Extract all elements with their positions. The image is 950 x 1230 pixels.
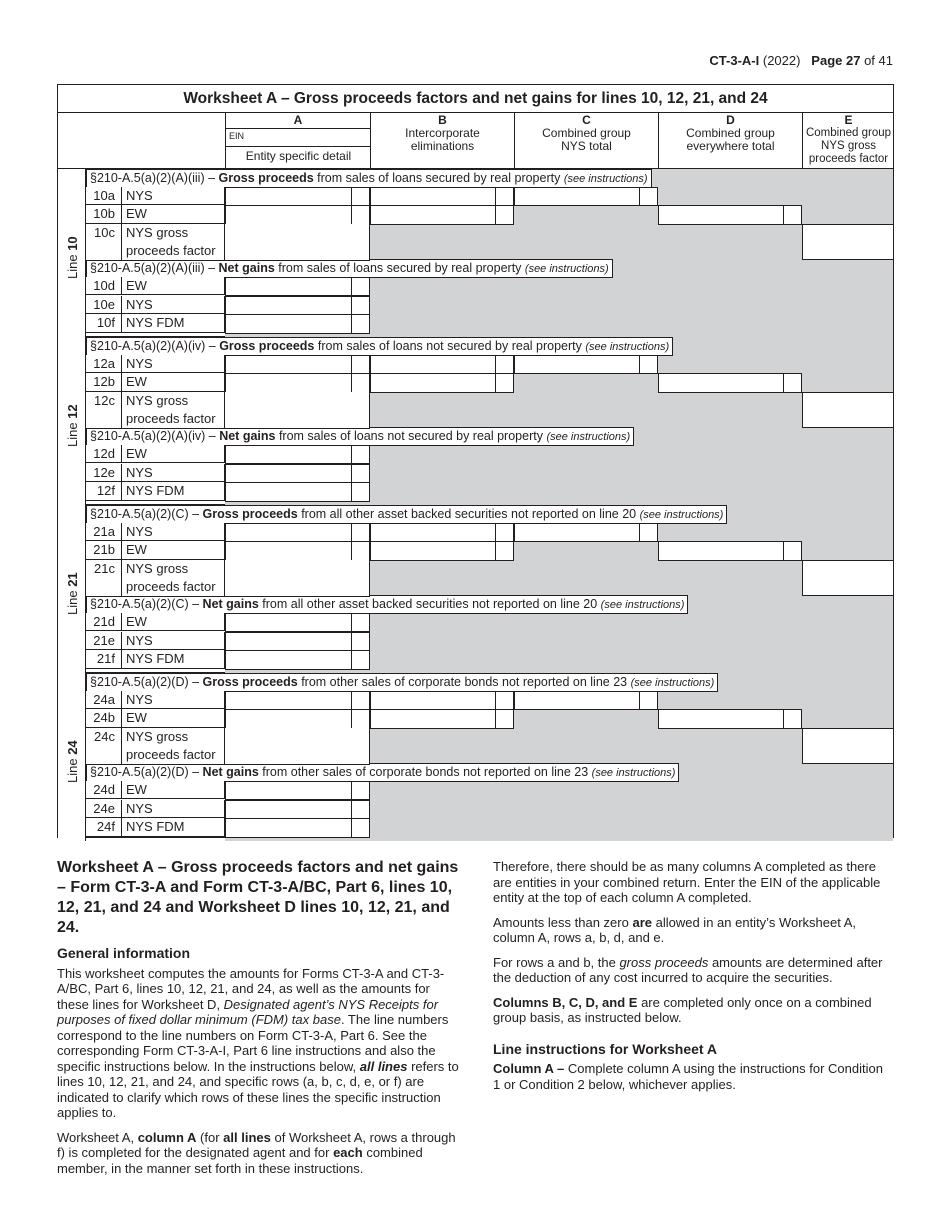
col-b-input[interactable]: [370, 541, 496, 561]
col-b-input[interactable]: [370, 205, 496, 225]
row-number: 10a: [86, 187, 122, 206]
col-b-input-cents[interactable]: [495, 373, 514, 393]
col-a-letter: A: [293, 113, 303, 127]
section-gross-header: §210-A.5(a)(2)(A)(iii) – Gross proceeds from sales of loans secured by real property (see instructions): [86, 169, 652, 188]
col-d-input-cents[interactable]: [783, 541, 802, 561]
worksheet-a-table: [57, 84, 894, 838]
col-e-factor-input[interactable]: [802, 728, 893, 764]
col-d-input[interactable]: [658, 541, 784, 561]
col-e-header: [802, 113, 894, 169]
col-a-input[interactable]: [225, 464, 352, 484]
col-c-input-cents[interactable]: [639, 691, 658, 711]
col-a-input[interactable]: [225, 691, 352, 711]
line-label-column: [58, 337, 86, 505]
col-d-input-cents[interactable]: [783, 373, 802, 393]
col-b-input[interactable]: [370, 355, 496, 375]
row-label: NYS FDM: [122, 650, 225, 669]
col-b-input[interactable]: [370, 187, 496, 207]
col-a-input[interactable]: [225, 709, 352, 729]
row-label: EW: [122, 205, 225, 224]
line-label: Line 24: [65, 740, 80, 783]
col-d-input[interactable]: [658, 205, 784, 225]
col-e-desc: Combined group NYS gross proceeds factor: [805, 127, 892, 165]
col-a-input-cents[interactable]: [351, 709, 370, 729]
combined-columns-paragraph: Columns B, C, D, and E are completed only once on a combined group basis, as instructed below.: [493, 994, 872, 1025]
col-d-header: [658, 113, 802, 169]
col-a-input-cents[interactable]: [351, 373, 370, 393]
col-a-input-cents[interactable]: [351, 355, 370, 375]
row-label: EW: [122, 709, 225, 728]
gross-proceeds-paragraph: For rows a and b, the gross proceeds amounts are determined after the deduction of any cost incurred to acquire the securities.: [493, 954, 883, 985]
row-number: 21c: [86, 560, 122, 597]
section-net-header: §210-A.5(a)(2)(A)(iv) – Net gains from sales of loans not secured by real property (see instructions): [86, 427, 634, 446]
row-number: 24b: [86, 709, 122, 728]
column-a-paragraph: Worksheet A, column A (for all lines of Worksheet A, rows a through f) is completed for the designated agent and for each combined member, in the manner set forth in these instructions.: [57, 1129, 456, 1176]
row-label: NYS FDM: [122, 314, 225, 333]
instructions-right-column: [493, 859, 893, 1101]
col-a-input[interactable]: [225, 800, 352, 820]
col-d-letter: D: [726, 113, 735, 127]
form-id: CT-3-A-I: [709, 53, 760, 68]
col-c-input[interactable]: [514, 691, 640, 711]
row-number: 21d: [86, 613, 122, 632]
row-label: NYS gross proceeds factor: [122, 392, 225, 429]
col-b-input-cents[interactable]: [495, 691, 514, 711]
col-e-factor-input[interactable]: [802, 224, 893, 260]
row-label: NYS: [122, 523, 225, 542]
row-number: 12e: [86, 464, 122, 483]
col-a-input-cents[interactable]: [351, 541, 370, 561]
page-header: [709, 53, 893, 68]
col-b-input-cents[interactable]: [495, 541, 514, 561]
col-a-input-cents[interactable]: [351, 632, 370, 652]
row-number: 24f: [86, 818, 122, 837]
col-a-header: [225, 113, 370, 169]
col-e-factor-input[interactable]: [802, 392, 893, 428]
col-c-input[interactable]: [514, 187, 640, 207]
col-a-input[interactable]: [225, 296, 352, 316]
row-label: EW: [122, 781, 225, 800]
line-label-column: [58, 673, 86, 841]
col-d-desc: Combined group everywhere total: [686, 126, 775, 153]
col-a-detail: Entity specific detail: [245, 149, 352, 163]
col-e-factor-input[interactable]: [802, 560, 893, 596]
row-label: NYS gross proceeds factor: [122, 224, 225, 261]
col-e-letter: E: [844, 113, 853, 127]
col-a-input[interactable]: [225, 482, 352, 502]
col-a-input-cents[interactable]: [351, 482, 370, 502]
row-number: 12a: [86, 355, 122, 374]
section-net-header: §210-A.5(a)(2)(A)(iii) – Net gains from sales of loans secured by real property (see instructions): [86, 259, 613, 278]
row-label: NYS: [122, 187, 225, 206]
col-b-header: [370, 113, 514, 169]
col-a-input-cents[interactable]: [351, 187, 370, 207]
row-number: 24c: [86, 728, 122, 765]
instructions-left-column: [57, 858, 462, 1185]
col-b-input[interactable]: [370, 691, 496, 711]
col-a-factor-input[interactable]: [225, 560, 370, 597]
row-label: NYS: [122, 632, 225, 651]
col-a-input-cents[interactable]: [351, 818, 370, 838]
column-header-row: [58, 113, 893, 169]
col-a-input[interactable]: [225, 355, 352, 375]
col-a-input-cents[interactable]: [351, 691, 370, 711]
row-label: NYS: [122, 800, 225, 819]
row-label: NYS gross proceeds factor: [122, 728, 225, 765]
col-a-input-cents[interactable]: [351, 613, 370, 633]
row-label: EW: [122, 373, 225, 392]
col-d-input-cents[interactable]: [783, 205, 802, 225]
col-a-input[interactable]: [225, 523, 352, 543]
section-gross-header: §210-A.5(a)(2)(A)(iv) – Gross proceeds from sales of loans not secured by real property (see instructions): [86, 337, 673, 356]
instructions-heading: Worksheet A – Gross proceeds factors and net gains – Form CT-3-A and Form CT-3-A/BC, Part 6, lines 10, 12, 21, and 24 and Worksheet D lines 10, 12, 21, and 24.: [57, 859, 459, 936]
col-b-input[interactable]: [370, 523, 496, 543]
line-group: [58, 505, 893, 673]
row-number: 21b: [86, 541, 122, 560]
row-number: 24a: [86, 691, 122, 710]
row-label: NYS: [122, 296, 225, 315]
col-a-input[interactable]: [225, 650, 352, 670]
col-b-input-cents[interactable]: [495, 355, 514, 375]
section-gross-header: §210-A.5(a)(2)(D) – Gross proceeds from other sales of corporate bonds not reported on line 23 (see instructions): [86, 673, 718, 692]
col-b-input-cents[interactable]: [495, 205, 514, 225]
col-c-input[interactable]: [514, 355, 640, 375]
row-number: 10b: [86, 205, 122, 224]
row-number: 12f: [86, 482, 122, 501]
col-b-input[interactable]: [370, 709, 496, 729]
col-b-letter: B: [438, 113, 447, 127]
section-net-header: §210-A.5(a)(2)(C) – Net gains from all other asset backed securities not reported on line 20 (see instructions): [86, 595, 688, 614]
row-number: 21a: [86, 523, 122, 542]
col-a-input[interactable]: [225, 613, 352, 633]
col-c-header: [514, 113, 658, 169]
row-number: 12b: [86, 373, 122, 392]
col-a-input-cents[interactable]: [351, 800, 370, 820]
row-number: 21f: [86, 650, 122, 669]
columns-count-paragraph: Therefore, there should be as many columns A completed as there are entities in your combined return. Enter the EIN of the applicable entity at the top of each column A completed.: [493, 859, 881, 905]
row-number: 12d: [86, 445, 122, 464]
col-c-input[interactable]: [514, 523, 640, 543]
line-label: Line 12: [65, 404, 80, 447]
col-a-input[interactable]: [225, 541, 352, 561]
col-a-input[interactable]: [225, 632, 352, 652]
ein-label: EIN: [229, 131, 245, 141]
page-number: Page 27: [811, 53, 861, 68]
line-label-column: [58, 505, 86, 673]
col-c-desc: Combined group NYS total: [542, 126, 631, 153]
line-group: [58, 169, 893, 337]
row-number: 10d: [86, 277, 122, 296]
negative-amounts-paragraph: Amounts less than zero are allowed in an entity’s Worksheet A, column A, rows a, b, d, and e.: [493, 914, 857, 945]
col-a-input-cents[interactable]: [351, 781, 370, 801]
col-a-factor-input[interactable]: [225, 392, 370, 429]
row-label: NYS: [122, 691, 225, 710]
col-d-input[interactable]: [658, 709, 784, 729]
section-gross-header: §210-A.5(a)(2)(C) – Gross proceeds from all other asset backed securities not reported on line 20 (see instructions): [86, 505, 727, 524]
row-number: 10f: [86, 314, 122, 333]
line-label: Line 10: [65, 236, 80, 279]
col-a-input[interactable]: [225, 314, 352, 334]
row-label: NYS FDM: [122, 482, 225, 501]
row-label: NYS: [122, 355, 225, 374]
col-a-input-cents[interactable]: [351, 523, 370, 543]
worksheet-title: Worksheet A – Gross proceeds factors and net gains for lines 10, 12, 21, and 24: [58, 85, 893, 113]
line-instructions-heading: Line instructions for Worksheet A: [493, 1040, 718, 1057]
row-label: NYS gross proceeds factor: [122, 560, 225, 597]
line-group: [58, 673, 893, 841]
col-a-input[interactable]: [225, 205, 352, 225]
col-a-input-cents[interactable]: [351, 205, 370, 225]
col-a-input[interactable]: [225, 187, 352, 207]
col-a-input-cents[interactable]: [351, 277, 370, 297]
col-c-input-cents[interactable]: [639, 187, 658, 207]
row-label: NYS FDM: [122, 818, 225, 837]
row-label: EW: [122, 541, 225, 560]
row-number: 10e: [86, 296, 122, 315]
col-b-input-cents[interactable]: [495, 523, 514, 543]
row-number: 24d: [86, 781, 122, 800]
line-label-column: [58, 169, 86, 337]
row-number: 21e: [86, 632, 122, 651]
col-a-input-cents[interactable]: [351, 464, 370, 484]
row-label: NYS: [122, 464, 225, 483]
col-d-input[interactable]: [658, 373, 784, 393]
form-year: (2022): [762, 53, 801, 68]
col-b-input-cents[interactable]: [495, 709, 514, 729]
line-label: Line 21: [65, 572, 80, 615]
line-group: [58, 337, 893, 505]
row-number: 12c: [86, 392, 122, 429]
col-a-input[interactable]: [225, 781, 352, 801]
col-a-input-cents[interactable]: [351, 445, 370, 465]
col-b-desc: Intercorporate eliminations: [405, 126, 480, 153]
general-info-paragraph: This worksheet computes the amounts for Forms CT-3-A and CT-3-A/BC, Part 6, lines 10, 12, 21, and 24, as well as the amounts for these lines for Worksheet D, Designated agent’s NYS Receipts for purposes of fixed dollar minimum (FDM) tax base. The line numbers correspond to the line numbers on Form CT-3-A, Part 6. See the corresponding Form CT-3-A-I, Part 6 line instructions and also the specific instructions below. In the instructions below, all lines refers to lines 10, 12, 21, and 24, and specific rows (a, b, c, d, e, or f) are indicated to clarify which rows of these lines the specific instruction applies to.: [57, 965, 459, 1120]
col-a-input[interactable]: [225, 277, 352, 297]
row-number: 10c: [86, 224, 122, 261]
col-a-input[interactable]: [225, 818, 352, 838]
col-a-factor-input[interactable]: [225, 728, 370, 765]
col-d-input-cents[interactable]: [783, 709, 802, 729]
col-c-input-cents[interactable]: [639, 355, 658, 375]
row-number: 24e: [86, 800, 122, 819]
col-a-factor-input[interactable]: [225, 224, 370, 261]
col-a-input[interactable]: [225, 373, 352, 393]
column-a-instruction: Column A – Complete column A using the instructions for Condition 1 or Condition 2 below, whichever applies.: [493, 1061, 883, 1092]
col-a-input-cents[interactable]: [351, 296, 370, 316]
section-net-header: §210-A.5(a)(2)(D) – Net gains from other sales of corporate bonds not reported on line 23 (see instructions): [86, 763, 679, 782]
col-b-input[interactable]: [370, 373, 496, 393]
col-b-input-cents[interactable]: [495, 187, 514, 207]
ein-field[interactable]: [226, 128, 371, 147]
row-label: EW: [122, 613, 225, 632]
page-total: of 41: [864, 53, 893, 68]
row-label: EW: [122, 277, 225, 296]
general-info-heading: General information: [57, 945, 191, 961]
col-c-letter: C: [582, 113, 591, 127]
col-c-input-cents[interactable]: [639, 523, 658, 543]
col-a-input-cents[interactable]: [351, 650, 370, 670]
col-a-input-cents[interactable]: [351, 314, 370, 334]
row-label: EW: [122, 445, 225, 464]
col-a-input[interactable]: [225, 445, 352, 465]
